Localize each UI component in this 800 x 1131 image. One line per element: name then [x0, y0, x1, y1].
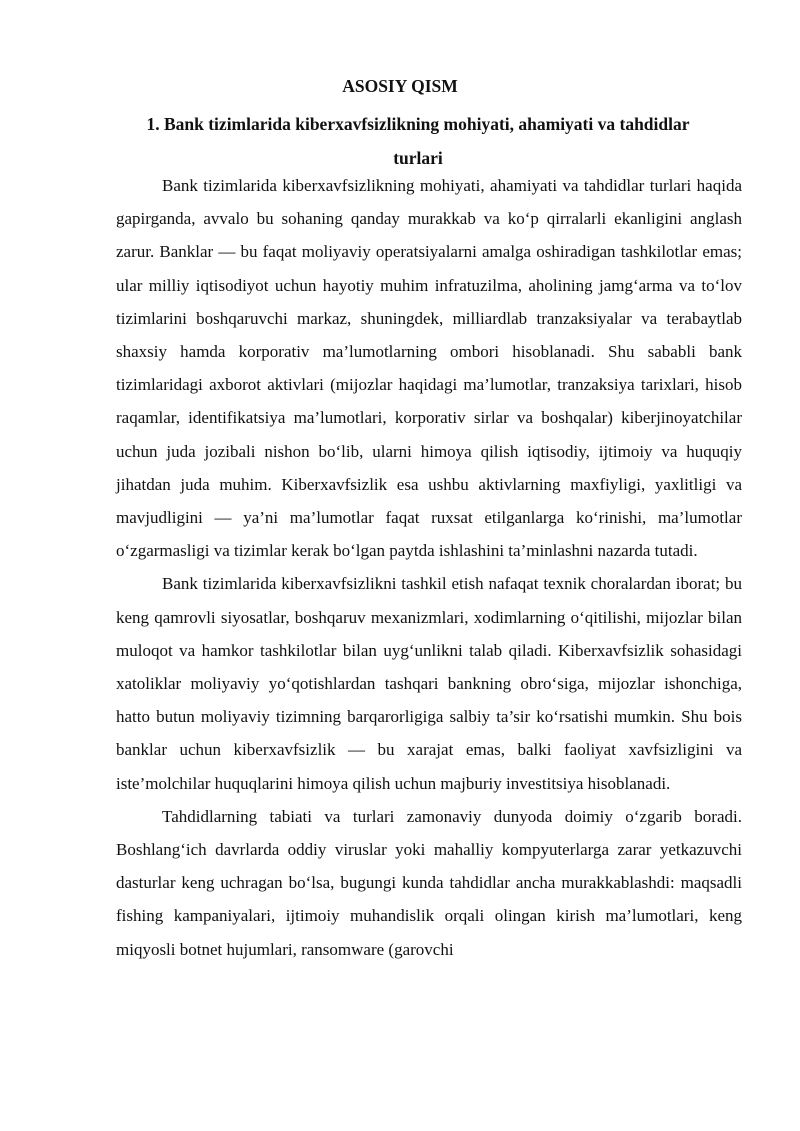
paragraph-2: Bank tizimlarida kiberxavfsizlikni tashkil etish nafaqat texnik choralardan iborat; bu keng qamrovli siyosatlar, boshqaruv mexanizmlari, xodimlarning o‘qitilishi, mijozlar bilan muloqot va hamkor tashkilotlar bilan uyg‘unlikni talab qiladi. Kiberxavfsizlik sohasidagi xatoliklar moliyaviy yo‘qotishlardan tashqari bankning obro‘siga, mijozlar ishonchiga, hatto butun moliyaviy tizimning barqarorligiga salbiy ta’sir ko‘rsatishi mumkin. Shu bois banklar uchun kiberxavfsizlik — bu xarajat emas, balki faoliyat xavfsizligini va iste’molchilar huquqlarini himoya qilish uchun majburiy investitsiya hisoblanadi. — [116, 574, 742, 793]
paragraph-3: Tahdidlarning tabiati va turlari zamonaviy dunyoda doimiy o‘zgarib boradi. Boshlang‘ich davrlarda oddiy viruslar yoki mahalliy kompyuterlarga zarar yetkazuvchi dasturlar keng uchragan bo‘lsa, bugungi kunda tahdidlar ancha murakkablashdi: maqsadli fishing kampaniyalari, ijtimoiy muhandislik orqali olingan kirish ma’lumotlari, keng miqyosli botnet hujumlari, ransomware (garovchi — [116, 806, 742, 959]
chapter-title: 1. Bank tizimlarida kiberxavfsizlikning mohiyati, ahamiyati va tahdidlar turlari — [146, 114, 690, 168]
body-text — [116, 169, 742, 966]
section-title: ASOSIY QISM — [342, 76, 458, 96]
paragraph-1: Bank tizimlarida kiberxavfsizlikning mohiyati, ahamiyati va tahdidlar turlari haqida gapirganda, avvalo bu sohaning qanday murakkab va ko‘p qirralarli ekanligini anglash zarur. Banklar — bu faqat moliyaviy operatsiyalarni amalga oshiradigan tashkilotlar emas; ular milliy iqtisodiyot uchun hayotiy muhim infratuzilma, aholining jamg‘arma va to‘lov tizimlarini boshqaruvchi markaz, shuningdek, milliardlab tranzaksiyalar va terabaytlab shaxsiy hamda korporativ ma’lumotlarning ombori hisoblanadi. Shu sababli bank tizimlaridagi axborot aktivlari (mijozlar haqidagi ma’lumotlar, tranzaksiya tarixlari, hisob raqamlar, identifikatsiya ma’lumotlari, korporativ sirlar va boshqalar) kiberjinoyatchilar uchun juda jozibali nishon bo‘lib, ularni himoya qilish iqtisodiy, ijtimoiy va huquqiy jihatdan juda muhim. Kiberxavfsizlik esa ushbu aktivlarning maxfiyligi, yaxlitligi va mavjudligini — ya’ni ma’lumotlar faqat ruxsat etilganlarga ko‘rinishi, ma’lumotlar o‘zgarmasligi va tizimlar kerak bo‘lgan paytda ishlashini ta’minlashni nazarda tutadi. — [116, 176, 742, 561]
